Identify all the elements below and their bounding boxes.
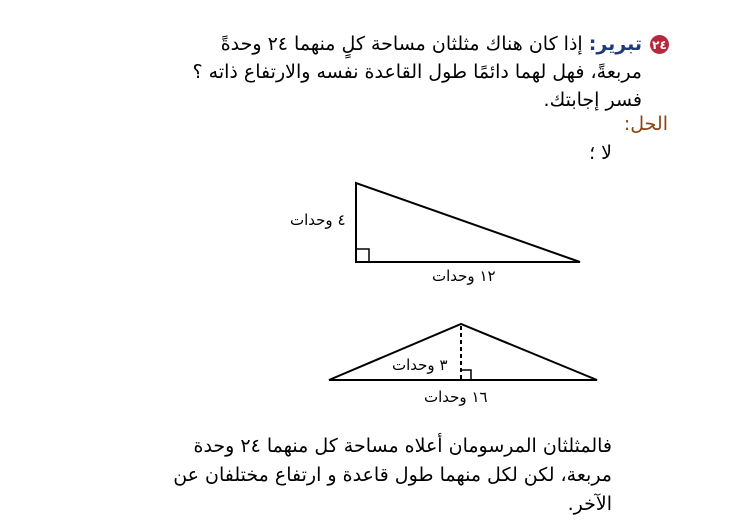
conclusion-line-3: الآخر. (567, 493, 612, 515)
solution-answer: لا ؛ (589, 142, 612, 164)
question-line-3: فسر إجابتك. (543, 89, 642, 111)
question-number-badge: ٢٤ (650, 35, 669, 54)
conclusion-line-2: مربعة، لكن لكل منهما طول قاعدة و ارتفاع مختلفان عن (173, 464, 612, 486)
right-angle-mark-2 (461, 370, 471, 380)
question-line-2: مربعةً، فهل لهما دائمًا طول القاعدة نفسه والارتفاع ذاته ؟ (192, 61, 642, 83)
triangle1-base-label: ١٢ وحدات (432, 267, 496, 285)
triangle2-height-label: ٣ وحدات (392, 356, 448, 374)
obtuse-triangle-shape (329, 324, 597, 380)
conclusion-line-1: فالمثلثان المرسومان أعلاه مساحة كل منهما ٢٤ وحدة (193, 435, 612, 457)
question-text-1: إذا كان هناك مثلثان مساحة كلٍ منهما ٢٤ وحدةً (220, 33, 583, 55)
right-angle-mark-1 (356, 249, 369, 262)
triangle2-base-label: ١٦ وحدات (424, 388, 488, 406)
right-triangle-shape (356, 183, 580, 262)
question-label: تبرير: (588, 33, 642, 55)
solution-label: الحل: (623, 113, 668, 135)
triangle1-height-label: ٤ وحدات (290, 211, 346, 229)
